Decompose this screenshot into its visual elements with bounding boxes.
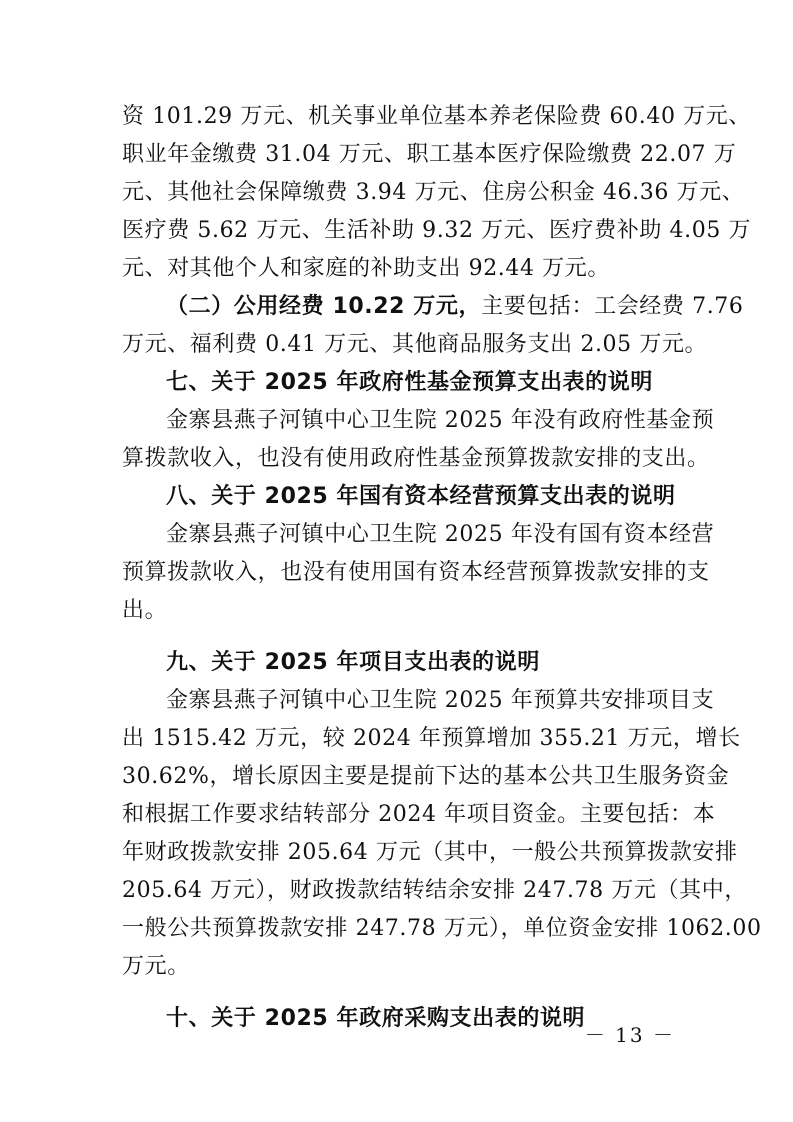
text-line: 205.64 万元），财政拨款结转结余安排 247.78 万元（其中， [122,878,747,903]
section-heading-government-fund: 七、关于 2025 年政府性基金预算支出表的说明 [166,370,653,395]
paragraph-public-expenses [122,288,744,364]
section-heading-project-expenses: 九、关于 2025 年项目支出表的说明 [166,650,540,675]
text-line: 职业年金缴费 31.04 万元、职工基本医疗保险缴费 22.07 万 [122,142,737,167]
text-line: 元、对其他个人和家庭的补助支出 92.44 万元。 [122,256,610,281]
text-line: 年财政拨款安排 205.64 万元（其中，一般公共预算拨款安排 [122,840,738,865]
page-number: － 13 － [584,1023,675,1047]
text-line: 万元。 [122,954,190,979]
text-line: 金寨县燕子河镇中心卫生院 2025 年没有政府性基金预 [166,408,715,433]
section-label-public-expenses: （二）公用经费 10.22 万元， [166,294,482,319]
text-line: 元、其他社会保障缴费 3.94 万元、住房公积金 46.36 万元、 [122,180,745,205]
text-line: 出 1515.42 万元，较 2024 年预算增加 355.21 万元，增长 [122,726,741,751]
text-line: 预算拨款收入，也没有使用国有资本经营预算拨款安排的支 [122,560,710,585]
text-line [122,288,744,326]
text-line: 资 101.29 万元、机关事业单位基本养老保险费 60.40 万元、 [122,104,751,129]
paragraph-government-fund [122,402,715,478]
text-line: 一般公共预算拨款安排 247.78 万元），单位资金安排 1062.00 [122,916,762,941]
text-line: 算拨款收入，也没有使用政府性基金预算拨款安排的支出。 [122,446,710,471]
text-line: 金寨县燕子河镇中心卫生院 2025 年预算共安排项目支 [166,688,715,713]
paragraph-state-capital [122,516,715,630]
section-heading-state-capital: 八、关于 2025 年国有资本经营预算支出表的说明 [166,484,676,509]
text-span: 主要包括：工会经费 7.76 [481,294,744,319]
text-line: 出。 [122,598,168,623]
text-line: 万元、福利费 0.41 万元、其他商品服务支出 2.05 万元。 [122,332,708,357]
text-line: 金寨县燕子河镇中心卫生院 2025 年没有国有资本经营 [166,522,715,547]
document-body [122,98,762,1038]
text-line: 和根据工作要求结转部分 2024 年项目资金。主要包括：本 [122,802,716,827]
paragraph-personnel-expenses [122,98,752,288]
text-line: 医疗费 5.62 万元、生活补助 9.32 万元、医疗费补助 4.05 万 [122,218,752,243]
text-line: 30.62%，增长原因主要是提前下达的基本公共卫生服务资金 [122,764,730,789]
section-heading-procurement: 十、关于 2025 年政府采购支出表的说明 [166,1006,586,1031]
paragraph-project-expenses [122,682,762,986]
